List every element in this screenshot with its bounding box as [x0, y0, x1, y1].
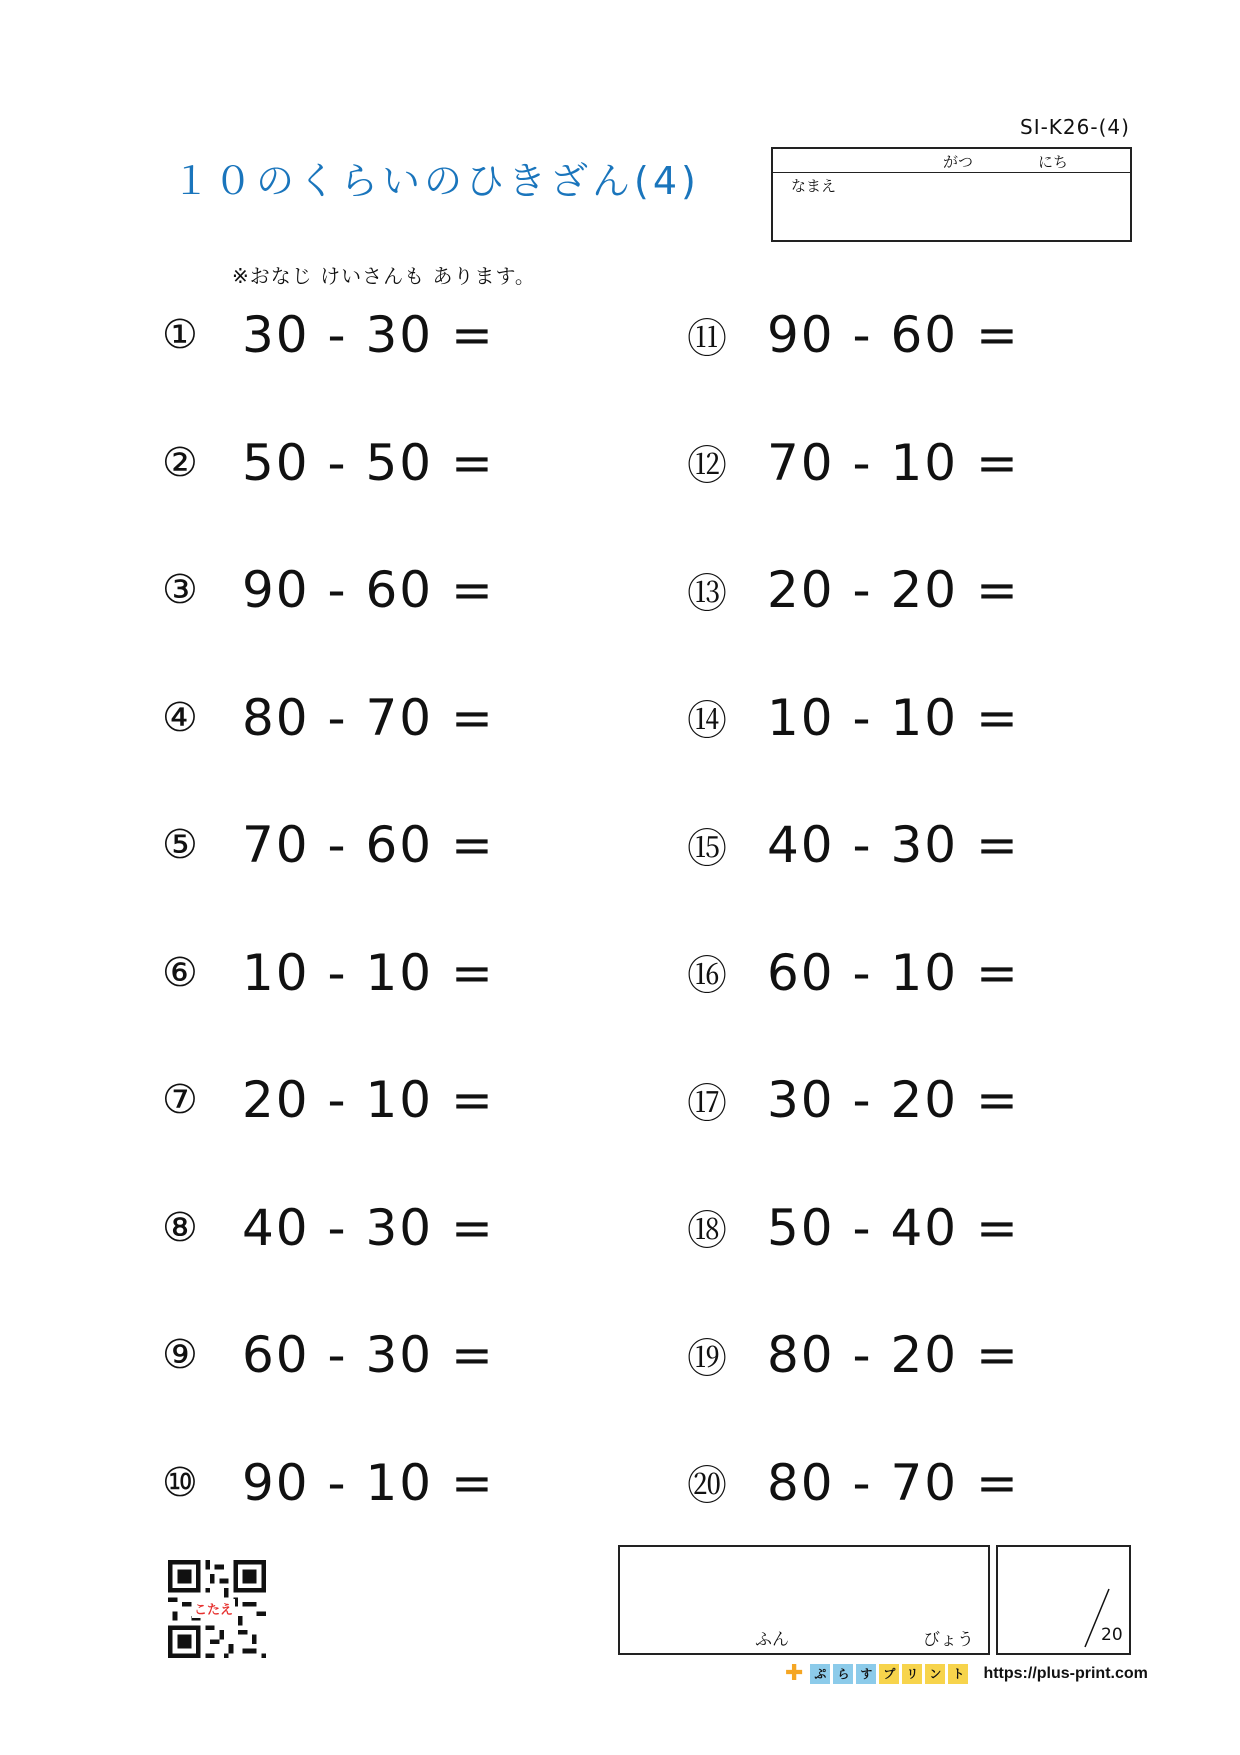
problem-number: ⑳: [687, 1463, 727, 1509]
problem-number: ⑦: [162, 1077, 198, 1123]
problem-number: ⑤: [162, 822, 198, 868]
problem-expression: 30 - 30 =: [242, 306, 495, 364]
problem-item: [162, 1325, 495, 1385]
problem-item: [162, 433, 495, 493]
problem-expression: 60 - 30 =: [242, 1326, 495, 1384]
problem-expression: 50 - 40 =: [767, 1198, 1020, 1257]
problem-expression: 10 - 10 =: [767, 688, 1020, 747]
day-label: にち: [1038, 153, 1069, 171]
problem-number: ③: [162, 567, 198, 613]
logo-char: ト: [948, 1664, 968, 1684]
logo-char: ぷ: [810, 1664, 830, 1684]
problem-number: ⑲: [687, 1335, 727, 1382]
problem-expression: 20 - 20 =: [767, 561, 1020, 619]
problem-number: ⑫: [687, 443, 727, 489]
problem-expression: 90 - 60 =: [767, 306, 1020, 364]
seconds-label: びょう: [923, 1630, 974, 1650]
problem-item: [687, 305, 1020, 365]
problem-expression: 80 - 20 =: [767, 1326, 1020, 1384]
brand-logo: [810, 1664, 968, 1684]
problem-number: ⑨: [162, 1332, 198, 1378]
problem-expression: 70 - 60 =: [242, 816, 495, 874]
problem-item: [162, 688, 495, 748]
problem-expression: 20 - 10 =: [242, 1071, 495, 1129]
score-box[interactable]: [996, 1545, 1131, 1655]
problem-item: [162, 1453, 495, 1513]
problem-expression: 10 - 10 =: [242, 943, 495, 1002]
problem-number: ⑯: [687, 953, 727, 999]
problem-item: [687, 560, 1020, 620]
problem-expression: 90 - 60 =: [242, 561, 495, 619]
repeat-note: ※おなじ けいさんも あります。: [232, 264, 536, 288]
problem-number: ⑮: [687, 825, 727, 872]
problem-expression: 80 - 70 =: [242, 688, 495, 747]
problem-item: [687, 1325, 1020, 1385]
minutes-label: ふん: [755, 1630, 789, 1650]
logo-char: す: [856, 1664, 876, 1684]
month-label: がつ: [943, 153, 974, 171]
qr-answer-label: こたえ: [192, 1599, 235, 1618]
problem-expression: 40 - 30 =: [767, 816, 1020, 874]
logo-char: リ: [902, 1664, 922, 1684]
logo-char: プ: [879, 1664, 899, 1684]
name-label: なまえ: [791, 177, 837, 195]
footer: [785, 1661, 1148, 1686]
problem-item: [687, 433, 1020, 493]
site-url-link[interactable]: https://plus-print.com: [983, 1664, 1148, 1682]
page-title: １０のくらいのひきざん(4): [172, 159, 700, 203]
problem-expression: 40 - 30 =: [242, 1198, 495, 1257]
problem-number: ⑩: [162, 1459, 198, 1506]
problem-expression: 90 - 10 =: [242, 1453, 495, 1512]
problem-number: ⑥: [162, 949, 198, 996]
date-divider: [773, 172, 1130, 173]
problem-number: ⑱: [687, 1208, 727, 1254]
problem-expression: 30 - 20 =: [767, 1071, 1020, 1129]
problem-number: ⑧: [162, 1204, 198, 1251]
problem-item: [162, 1070, 495, 1130]
problem-number: ⑰: [687, 1080, 727, 1127]
time-box[interactable]: [618, 1545, 990, 1655]
date-name-box[interactable]: [771, 147, 1132, 242]
problem-number: ④: [162, 694, 198, 741]
problem-item: [687, 943, 1020, 1003]
problem-number: ①: [162, 312, 198, 358]
worksheet-code: SI-K26-(4): [1020, 115, 1130, 139]
problem-expression: 80 - 70 =: [767, 1453, 1020, 1512]
problem-expression: 60 - 10 =: [767, 943, 1020, 1002]
problem-number: ②: [162, 439, 198, 486]
problem-item: [687, 1198, 1020, 1258]
problem-item: [162, 1198, 495, 1258]
problem-number: ⑪: [687, 315, 727, 362]
problem-item: [687, 1453, 1020, 1513]
logo-char: ら: [833, 1664, 853, 1684]
problem-item: [162, 560, 495, 620]
problem-item: [687, 815, 1020, 875]
problem-expression: 70 - 10 =: [767, 433, 1020, 492]
score-total: 20: [1101, 1625, 1123, 1645]
problem-item: [687, 1070, 1020, 1130]
problem-item: [162, 943, 495, 1003]
plus-logo-icon: ✚: [785, 1661, 804, 1686]
problem-number: ⑬: [687, 570, 727, 617]
logo-char: ン: [925, 1664, 945, 1684]
problem-item: [162, 815, 495, 875]
problem-expression: 50 - 50 =: [242, 433, 495, 492]
problem-item: [162, 305, 495, 365]
problem-number: ⑭: [687, 698, 727, 744]
problem-item: [687, 688, 1020, 748]
